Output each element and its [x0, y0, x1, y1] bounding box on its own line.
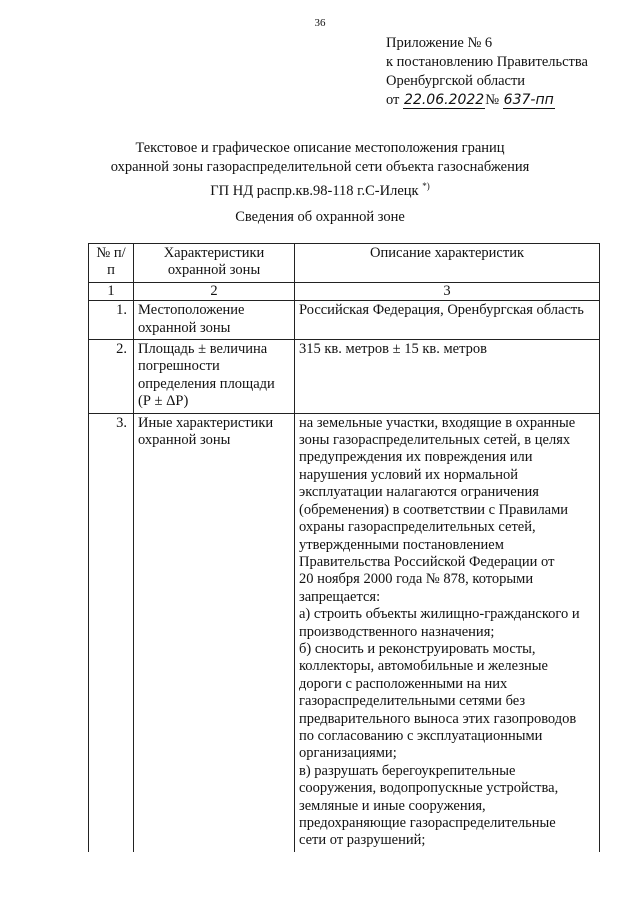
description-line: газораспределительными сетями без	[299, 693, 526, 710]
appendix-line-3: Оренбургской области	[386, 73, 526, 89]
appendix-line-1: Приложение № 6	[386, 35, 493, 51]
section-title: Сведения об охранной зоне	[235, 209, 405, 225]
description-line: охраны газораспределительных сетей,	[299, 519, 536, 536]
appendix-line-2: к постановлению Правительства	[386, 54, 588, 70]
description-line: земляные и иные сооружения,	[299, 797, 486, 814]
description-line: коллекторы, автомобильные и железные	[299, 658, 548, 675]
title-footnote-mark: *)	[422, 181, 430, 191]
description-line: зоны газораспределительных сетей, в целях	[299, 432, 571, 449]
description-line: нарушения условий их нормальной	[299, 466, 519, 483]
description-line: (обременения) в соответствии с Правилами	[299, 501, 569, 518]
table-body	[89, 301, 600, 852]
row-characteristic: Площадь ± величина погрешности определения площади (Р ± ΔР)	[134, 340, 295, 414]
description-line: предварительного выноса этих газопроводов	[299, 710, 577, 727]
description-line: по согласованию с эксплуатационными	[299, 727, 543, 744]
description-line: предохраняющие газораспределительные	[299, 815, 556, 831]
column-number-1: 1	[89, 282, 134, 300]
description-line: утвержденными постановлением	[299, 536, 504, 553]
description-line: 20 ноября 2000 года № 878, которыми	[299, 571, 534, 588]
description-line: предупреждения их повреждения или	[299, 449, 533, 466]
table-header-row	[89, 244, 600, 283]
description-line: в) разрушать берегоукрепительные	[299, 762, 516, 779]
description-line: эксплуатации налагаются ограничения	[299, 484, 539, 501]
column-number-2: 2	[134, 282, 295, 300]
header-description: Описание характеристик	[295, 244, 600, 283]
page-number: 36	[314, 17, 326, 29]
number-prefix: №	[485, 92, 500, 108]
row-number: 1.	[89, 301, 134, 340]
column-number-3: 3	[295, 282, 600, 300]
appendix-date-line	[386, 91, 588, 110]
description-line: б) сносить и реконструировать мосты,	[299, 640, 536, 657]
description-line: организациями;	[299, 745, 397, 762]
table-row	[89, 301, 600, 340]
description-line: Правительства Российской Федерации от	[299, 553, 555, 570]
handwritten-date: 22.06.2022	[404, 92, 485, 108]
row-characteristic: Местоположение охранной зоны	[134, 301, 295, 340]
description-line: Российская Федерация, Оренбургская область	[299, 302, 584, 319]
row-number: 2.	[89, 340, 134, 414]
description-line: запрещается:	[299, 588, 381, 605]
description-line: производственного назначения;	[299, 623, 495, 640]
row-description	[295, 301, 600, 340]
table-row	[89, 340, 600, 414]
table-column-numbers-row	[89, 282, 600, 300]
appendix-block	[386, 34, 588, 110]
row-description	[295, 340, 600, 414]
description-line: 315 кв. метров ± 15 кв. метров	[299, 341, 487, 358]
description-line: а) строить объекты жилищно-гражданского и	[299, 606, 580, 623]
title-line-1: Текстовое и графическое описание местоположения границ	[135, 140, 505, 156]
header-num: № п/п	[89, 244, 134, 283]
table-row	[89, 413, 600, 852]
row-characteristic: Иные характеристики охранной зоны	[134, 413, 295, 852]
description-line: на земельные участки, входящие в охранные	[299, 414, 576, 431]
date-prefix: от	[386, 92, 400, 108]
description-line: дороги с расположенными на них	[299, 675, 508, 692]
handwritten-number: 637-пп	[503, 92, 554, 108]
row-description	[295, 413, 600, 852]
protection-zone-table	[88, 243, 600, 852]
document-title	[0, 139, 640, 201]
title-line-3: ГП НД распр.кв.98-118 г.С-Илецк	[210, 182, 419, 199]
title-line-2: охранной зоны газораспределительной сети объекта газоснабжения	[110, 159, 530, 175]
title-line-3-wrap	[0, 177, 640, 201]
header-characteristic: Характеристики охранной зоны	[134, 244, 295, 283]
description-line: сооружения, водопропускные устройства,	[299, 780, 559, 797]
description-line: сети от разрушений;	[299, 832, 426, 849]
row-number: 3.	[89, 413, 134, 852]
